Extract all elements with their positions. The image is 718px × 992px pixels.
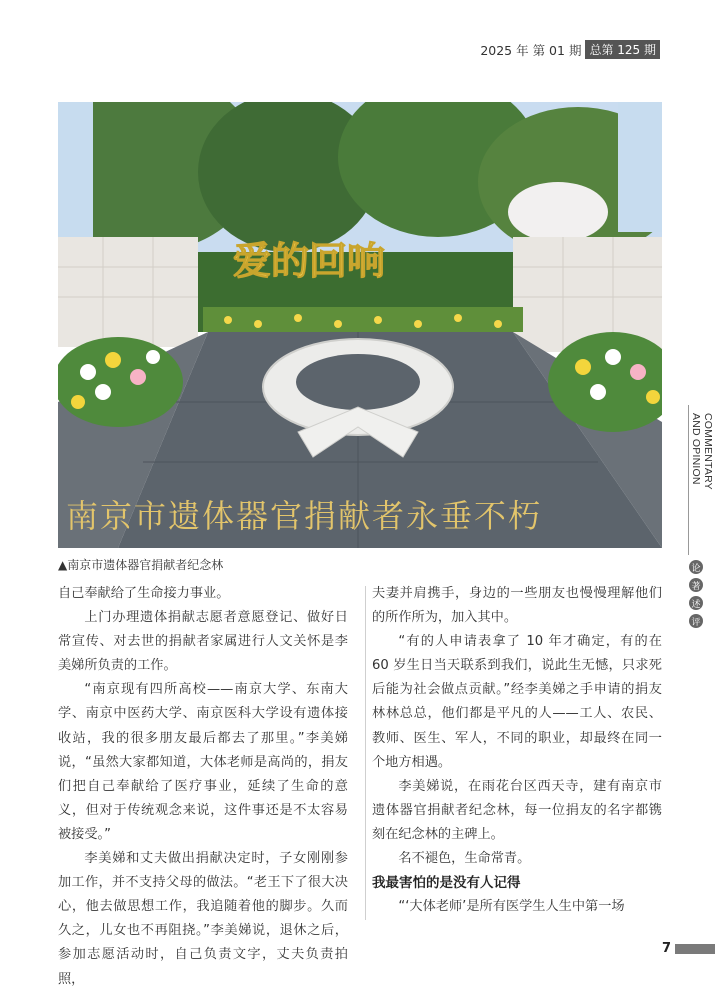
side-english-label: COMMENTARY AND OPINION xyxy=(690,413,714,490)
issue-label: 2025 年 第 01 期 xyxy=(480,42,582,58)
side-rule xyxy=(688,405,689,555)
right-paragraph-1: 夫妻并肩携手，身边的一些朋友也慢慢理解他们的所作所为，加入其中。 xyxy=(372,586,662,626)
side-circle-char: 述 xyxy=(689,596,703,610)
blossom-tree xyxy=(508,182,608,242)
left-paragraph-1: 自己奉献给了生命接力事业。 xyxy=(58,586,230,601)
left-paragraph-3: “南京现有四所高校——南京大学、东南大学、南京中医药大学、南京医科大学设有遗体接收站，我的很多朋友最后都去了那里。”李美娣说，“虽然大家都知道，大体老师是高尚的，捐友们把自己奉献给了医疗事业，延续了生命的意义，但对于传统观念来说，这件事还是不太容易被接受。” xyxy=(58,682,348,842)
side-circle-char: 评 xyxy=(689,614,703,628)
side-circle-char: 论 xyxy=(689,560,703,574)
memorial-photo xyxy=(58,102,662,548)
bouquet-left xyxy=(58,337,183,427)
total-issue-badge: 总第 125 期 xyxy=(585,40,660,59)
right-column xyxy=(372,582,662,919)
right-paragraph-2: “有的人申请表拿了 10 年才确定，有的在 60 岁生日当天联系到我们，说此生无憾，只求死后能为社会做点贡献。”经李美娣之手申请的捐友林林总总，他们都是平凡的人——工人、农民、教师、医生、军人，不同的职业，却最终在同一个地方相遇。 xyxy=(372,634,662,770)
left-paragraph-2: 上门办理遗体捐献志愿者意愿登记、做好日常宣传、对去世的捐献者家属进行人文关怀是李美娣所负责的工作。 xyxy=(58,610,348,674)
sign-text: 爱的回响 xyxy=(233,239,386,283)
right-paragraph-5: “‘大体老师’是所有医学生人生中第一场 xyxy=(398,899,625,915)
right-banner xyxy=(618,102,662,232)
right-paragraph-3: 李美娣说，在雨花台区西天寺，建有南京市遗体器官捐献者纪念林，每一位捐友的名字都镌刻在纪念林的主碑上。 xyxy=(372,778,662,842)
page-header xyxy=(480,40,660,59)
page-footer xyxy=(662,941,715,956)
side-circle-labels xyxy=(689,560,703,632)
page-bar xyxy=(675,944,715,954)
right-paragraph-4: 名不褪色，生命常青。 xyxy=(398,851,531,867)
left-paragraph-4: 李美娣和丈夫做出捐献决定时，子女刚刚参加工作，并不支持父母的做法。“老王下了很大决心，他去做思想工作，我追随着他的脚步。久而久之，儿女也不再阻挠。”李美娣说，退休之后，参加志愿活动时，自己负责文字，丈夫负责拍照， xyxy=(58,851,348,987)
page-number: 7 xyxy=(662,941,672,956)
left-banner xyxy=(58,102,93,242)
left-column xyxy=(58,582,348,992)
right-stone-wall xyxy=(513,237,662,352)
section-subheading: 我最害怕的是没有人记得 xyxy=(372,875,521,892)
flower-bed xyxy=(203,307,523,332)
inscription-text: 南京市遗体器官捐献者永垂不朽 xyxy=(66,497,543,535)
photo-caption: ▲南京市遗体器官捐献者纪念林 xyxy=(58,558,224,572)
side-circle-char: 著 xyxy=(689,578,703,592)
column-divider xyxy=(365,586,366,920)
left-stone-wall xyxy=(58,237,198,347)
